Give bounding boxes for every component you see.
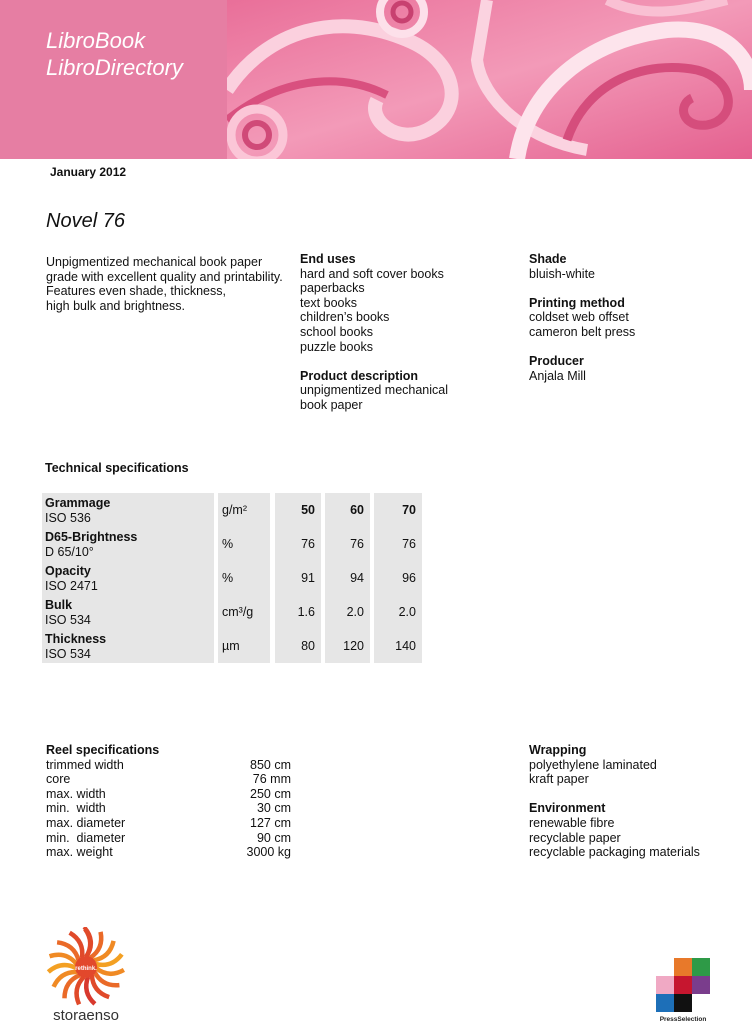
wrapping-item: kraft paper bbox=[529, 772, 589, 787]
paper-swirl-image bbox=[227, 0, 752, 159]
wrapping-item: polyethylene laminated bbox=[529, 757, 657, 772]
brand-panel bbox=[0, 0, 227, 159]
reel-value: 30 cm bbox=[256, 801, 291, 816]
reel-label: max. weight bbox=[46, 845, 113, 860]
shade-value: bluish-white bbox=[529, 266, 596, 281]
reel-row bbox=[46, 758, 291, 773]
spec-value: 2.0 bbox=[325, 595, 370, 629]
storaenso-logo bbox=[43, 927, 129, 1024]
reel-specs-section bbox=[46, 743, 291, 860]
spec-unit: % bbox=[218, 561, 270, 595]
table-row bbox=[42, 595, 422, 629]
spec-value: 76 bbox=[275, 527, 321, 561]
brand-librodirectory: LibroDirectory bbox=[46, 55, 183, 80]
reel-row bbox=[46, 831, 291, 846]
product-description-line: book paper bbox=[300, 397, 363, 412]
environment-heading: Environment bbox=[529, 801, 606, 816]
spec-unit: % bbox=[218, 527, 270, 561]
properties-section bbox=[529, 252, 739, 383]
spec-value: 94 bbox=[325, 561, 370, 595]
reel-label: max. width bbox=[46, 786, 106, 801]
pressselection-wordmark: PressSelection bbox=[659, 1016, 707, 1023]
printing-method-item: coldset web offset bbox=[529, 310, 629, 325]
spec-standard: ISO 536 bbox=[45, 510, 91, 525]
product-description-line: unpigmentized mechanical bbox=[300, 383, 449, 398]
spec-value: 76 bbox=[325, 527, 370, 561]
logo-wordmark: storaenso bbox=[53, 1007, 119, 1024]
spec-value: 1.6 bbox=[275, 595, 321, 629]
intro-text bbox=[46, 255, 296, 313]
spec-name: Opacity bbox=[45, 564, 91, 578]
spec-value: 2.0 bbox=[374, 595, 422, 629]
shade-heading: Shade bbox=[529, 252, 567, 266]
end-use-item: puzzle books bbox=[300, 339, 373, 354]
wrapping-environment-section bbox=[529, 743, 739, 860]
environment-item: recyclable packaging materials bbox=[529, 845, 700, 860]
reel-specs-heading: Reel specifications bbox=[46, 743, 160, 757]
spec-name: Bulk bbox=[45, 598, 73, 612]
technical-specs-heading: Technical specifications bbox=[45, 461, 189, 475]
printing-method-heading: Printing method bbox=[529, 295, 625, 310]
reel-value: 250 cm bbox=[250, 786, 291, 801]
header-banner bbox=[0, 0, 752, 159]
spec-value: 120 bbox=[325, 629, 370, 663]
end-use-item: text books bbox=[300, 295, 357, 310]
reel-row bbox=[46, 772, 291, 787]
end-uses-section bbox=[300, 252, 520, 413]
producer-value: Anjala Mill bbox=[529, 368, 586, 383]
table-row bbox=[42, 561, 422, 595]
producer-heading: Producer bbox=[529, 354, 584, 369]
reel-row bbox=[46, 801, 291, 816]
spec-standard: ISO 534 bbox=[45, 612, 91, 627]
spec-value: 70 bbox=[374, 493, 422, 527]
spec-name-cell bbox=[42, 527, 214, 561]
reel-value: 3000 kg bbox=[246, 845, 291, 860]
reel-value: 76 mm bbox=[252, 772, 291, 787]
spec-value: 76 bbox=[374, 527, 422, 561]
reel-label: trimmed width bbox=[46, 757, 124, 772]
reel-label: min. width bbox=[46, 801, 106, 816]
spec-standard: ISO 2471 bbox=[45, 578, 98, 593]
spec-value: 140 bbox=[374, 629, 422, 663]
reel-label: min. diameter bbox=[46, 830, 126, 845]
spec-value: 80 bbox=[275, 629, 321, 663]
spec-standard: ISO 534 bbox=[45, 646, 91, 661]
end-use-item: school books bbox=[300, 324, 373, 339]
spec-name: Grammage bbox=[45, 496, 111, 510]
reel-row bbox=[46, 787, 291, 802]
end-use-item: paperbacks bbox=[300, 281, 365, 296]
intro-line: Unpigmentized mechanical book paper bbox=[46, 255, 263, 269]
reel-row bbox=[46, 845, 291, 860]
spec-value: 60 bbox=[325, 493, 370, 527]
pressselection-logo bbox=[652, 958, 714, 1024]
spec-unit: µm bbox=[218, 629, 270, 663]
spec-unit: g/m² bbox=[218, 493, 270, 527]
spec-name: Thickness bbox=[45, 632, 107, 646]
intro-line: grade with excellent quality and printability. bbox=[46, 269, 283, 284]
end-use-item: hard and soft cover books bbox=[300, 266, 444, 281]
printing-method-item: cameron belt press bbox=[529, 324, 636, 339]
reel-label: core bbox=[46, 772, 71, 787]
spec-name: D65-Brightness bbox=[45, 530, 138, 544]
environment-item: renewable fibre bbox=[529, 815, 615, 830]
spec-value: 96 bbox=[374, 561, 422, 595]
table-row bbox=[42, 527, 422, 561]
reel-row bbox=[46, 816, 291, 831]
end-uses-heading: End uses bbox=[300, 252, 356, 266]
reel-value: 127 cm bbox=[250, 815, 291, 830]
logo-tagline: rethink. bbox=[75, 966, 97, 972]
spec-name-cell bbox=[42, 561, 214, 595]
spec-unit: cm³/g bbox=[218, 595, 270, 629]
table-row bbox=[42, 629, 422, 663]
wrapping-heading: Wrapping bbox=[529, 743, 587, 757]
table-row bbox=[42, 493, 422, 527]
spec-value: 91 bbox=[275, 561, 321, 595]
intro-line: high bulk and brightness. bbox=[46, 298, 185, 313]
issue-date: January 2012 bbox=[50, 165, 127, 179]
reel-value: 90 cm bbox=[256, 830, 291, 845]
intro-line: Features even shade, thickness, bbox=[46, 284, 226, 299]
end-use-item: children’s books bbox=[300, 310, 390, 325]
reel-label: max. diameter bbox=[46, 815, 126, 830]
environment-item: recyclable paper bbox=[529, 830, 621, 845]
product-description-heading: Product description bbox=[300, 368, 419, 383]
spec-name-cell bbox=[42, 493, 214, 527]
spec-name-cell bbox=[42, 595, 214, 629]
brand-librobook: LibroBook bbox=[46, 28, 146, 53]
spec-name-cell bbox=[42, 629, 214, 663]
spec-standard: D 65/10° bbox=[45, 544, 94, 559]
reel-value: 850 cm bbox=[250, 757, 291, 772]
spec-value: 50 bbox=[275, 493, 321, 527]
product-title: Novel 76 bbox=[46, 210, 125, 232]
